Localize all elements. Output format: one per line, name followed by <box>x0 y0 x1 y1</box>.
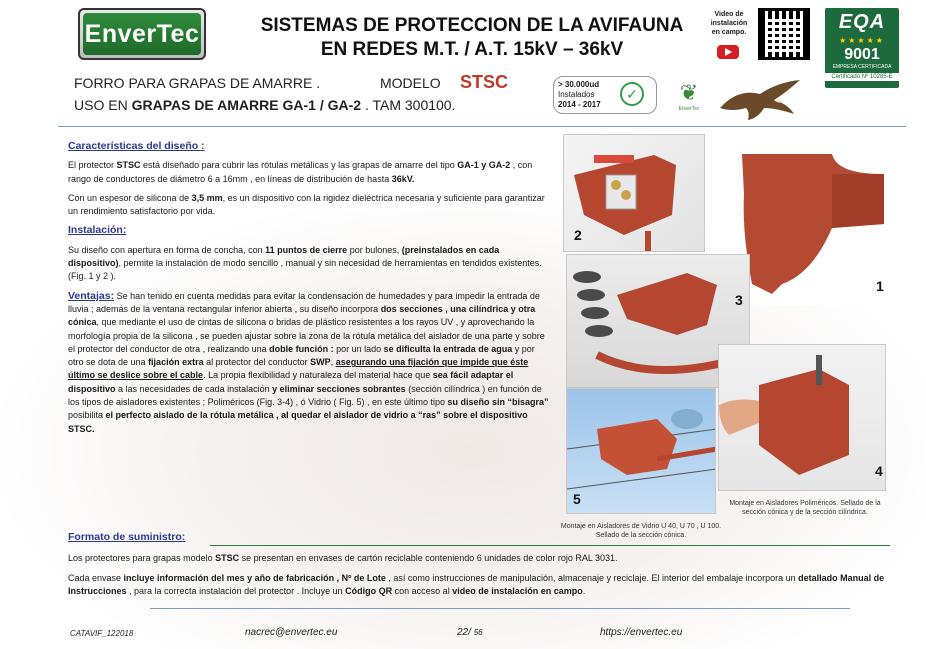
youtube-icon[interactable] <box>717 45 739 59</box>
instalacion-heading: Instalación: <box>68 224 127 237</box>
installed-badge: > 30.000ud Instalados 2014 - 2017 <box>553 76 657 114</box>
page-number: 22/ 56 <box>457 627 483 638</box>
header-divider <box>58 126 906 127</box>
stars-icon: ★★★★★ <box>839 36 885 45</box>
main-text <box>68 136 552 442</box>
figure-3-photo: 3 <box>566 254 750 388</box>
supply-format <box>68 531 908 604</box>
qr-caption: Video de instalación en campo. <box>710 11 748 36</box>
figure-4-caption: Montaje en Aisladores Poliméricos. Sellado de la sección cónica y de la sección cilíndrica. <box>729 500 881 516</box>
modelo-label: MODELO <box>380 75 441 91</box>
envertec-logo: EnverTec <box>78 8 206 60</box>
figure-2-drawing <box>564 135 705 252</box>
iso-certification-seal: EQA ★★★★★ 9001 EMPRESA CERTIFICADA Certificado Nº 10285-E <box>825 8 899 88</box>
page-title: SISTEMAS DE PROTECCION DE LA AVIFAUNA EN REDES M.T. / A.T. 15kV – 36kV <box>260 15 684 60</box>
paragraph-thickness: Con un espesor de silicona de 3,5 mm, es un dispositivo con la rigidez dieléctrica necesaria y suficiente para garantizar un rendimiento satisfactorio por vida. <box>68 192 545 217</box>
paragraph-design: El protector STSC está diseñado para cubrir las rótulas metálicas y las grapas de amarre del tipo GA-1 y GA-2 , con rango de conductores de diámetro 6 a 16mm , en líneas de distribución de hasta 36kV. <box>68 160 533 184</box>
qr-code[interactable] <box>758 8 810 60</box>
paragraph-advantages: Ventajas: Se han tenido en cuenta medidas para evitar la condensación de humedades y para impedir la entrada de lluvia ; además de la ventana rectangular inferior abierta , su diseño incorpora dos secciones , una cilíndrica y otra cónica, que mediante el uso de cintas de silicona o bridas de plástico resistentes a los rayos UV , y aprovechando la morfología propia de la silicona , se pueden ajustar sobre la zona de la rótula metálica del aislador de una parte y sobre el protector del conductor de otra , realizando una doble función : por un lado se dificulta la entrada de agua y por otro se dota de una fijación extra al protector del conductor SWP, asegurando una fijación que impide que éste último se deslice sobre el cable. La propia flexibilidad y naturaleza del material hace que sea fácil adaptar el dispositivo a las necesidades de cada instalación y eliminar secciones sobrantes (sección cilíndrica ) en función de los tipos de aisladores existentes ; Poliméricos (Fig. 3-4) , ó Vidrio ( Fig. 5) , en este último tipo su diseño sin “bisagra” posibilita el perfecto aislado de la rótula metálica , al quedar el aislador de vidrio a “ras” sobre el dispositivo STSC. <box>68 289 549 434</box>
product-description: FORRO PARA GRAPAS DE AMARRE . <box>74 75 321 91</box>
eagle-icon <box>718 78 802 122</box>
paragraph-installation: Su diseño con apertura en forma de concha, con 11 puntos de cierre por bulones, (preinstalados en cada dispositivo), permite la instalación de modo sencillo , manual y sin necesidad de herramientas en tendidos existentes. (Fig. 1 y 2 ). <box>68 244 542 282</box>
footer-divider <box>150 608 850 609</box>
figure-4-photo: 4 <box>718 344 886 491</box>
figure-4-drawing <box>719 345 886 491</box>
figure-5-drawing <box>567 389 716 514</box>
figure-5-photo: 5 <box>566 388 716 514</box>
paragraph-box-contents: Cada envase incluye información del mes y año de fabricación , Nº de Lote , así como instrucciones de manipulación, almacenaje y reciclaje. El interior del embalaje incorpora un detallado Manual de Instrucciones , para la correcta instalación del protector . Incluye un Código QR con acceso al video de instalación en campo. <box>68 572 885 596</box>
figure-2-photo: 2 <box>563 134 705 252</box>
catalog-code: CATAVIF_122018 <box>70 629 134 638</box>
figure-1-photo: 1 <box>712 134 902 305</box>
eco-leaf-icon: ❦ EnverTec <box>678 80 700 112</box>
shield-check-icon: ✓ <box>620 82 644 106</box>
product-usage: USO EN GRAPAS DE AMARRE GA-1 / GA-2 . TAM 300100. <box>74 97 456 113</box>
formato-heading: Formato de suministro: <box>68 531 186 543</box>
model-name: STSC <box>460 72 509 92</box>
paragraph-packaging: Los protectores para grapas modelo STSC se presentan en envases de cartón reciclable conteniendo 6 unidades de color rojo RAL 3031. <box>68 553 618 564</box>
caracteristicas-heading: Características del diseño : <box>68 140 205 152</box>
contact-email[interactable]: nacrec@envertec.eu <box>245 627 338 638</box>
figure-5-caption: Montaje en Aisladores de Vidrio U 40, U 70 , U 100. Sellado de la sección cónica. <box>560 523 722 539</box>
website-link[interactable]: https://envertec.eu <box>600 627 683 638</box>
